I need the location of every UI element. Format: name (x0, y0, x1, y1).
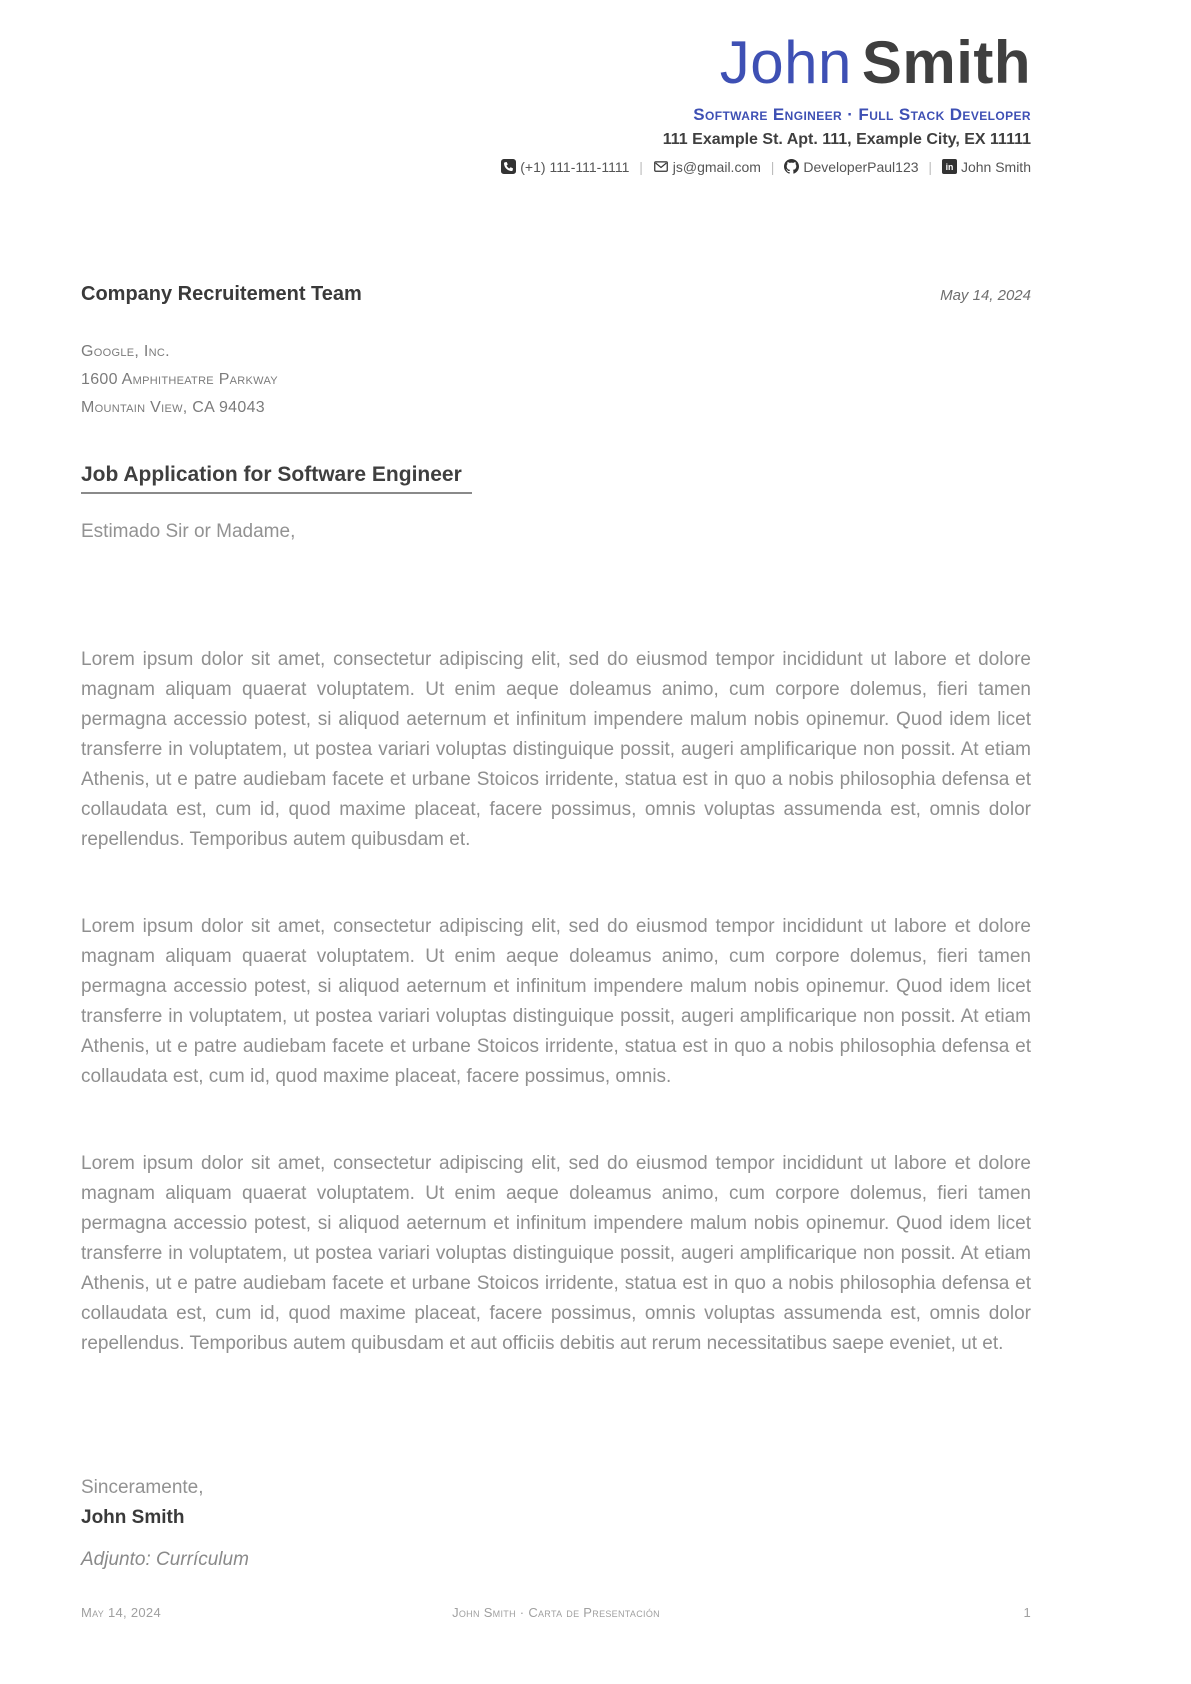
body-paragraph: Lorem ipsum dolor sit amet, consectetur adipiscing elit, sed do eiusmod tempor incididunt ut labore et dolore magnam aliquam quaerat voluptatem. Ut enim aeque doleamus animo, cum corpore dolemus, fieri tamen permagna accessio potest, si aliquod aeternum et infinitum impendere malum nobis opinemur. Quod idem licet transferre in voluptatem, ut postea variari voluptas distinguique possit, augeri amplificarique non possit. At etiam Athenis, ut e patre audiebam facete et urbane Stoicos irridente, statua est in quo a nobis philosophia defensa et collaudata est, cum id, quod maxime placeat, facere possimus, omnis voluptas assumenda est, omnis dolor repellendus. Temporibus autem quibusdam et. (81, 649, 1031, 850)
subject-block (81, 463, 1031, 494)
github-icon (784, 159, 799, 179)
author-first-name: John (719, 29, 852, 96)
linkedin-icon (942, 159, 957, 179)
salutation: Estimado Sir or Madame, (81, 521, 296, 542)
recipient-row (81, 283, 1031, 306)
letter-body (81, 645, 1031, 1359)
footer-date: May 14, 2024 (81, 1605, 161, 1620)
linkedin-name: John Smith (960, 159, 1031, 175)
author-position: Software Engineer · Full Stack Developer (693, 105, 1031, 124)
author-last-name: Smith (861, 29, 1031, 96)
page-footer (81, 1605, 1031, 1625)
recipient-city: Mountain View, CA 94043 (81, 399, 265, 416)
recipient-name: Company Recruitement Team (81, 283, 362, 305)
signature-name: John Smith (81, 1507, 185, 1528)
recipient-address-block (81, 338, 1031, 422)
footer-title: John Smith · Carta de Presentación (452, 1605, 660, 1620)
body-paragraph: Lorem ipsum dolor sit amet, consectetur adipiscing elit, sed do eiusmod tempor incididunt ut labore et dolore magnam aliquam quaerat voluptatem. Ut enim aeque doleamus animo, cum corpore dolemus, fieri tamen permagna accessio potest, si aliquod aeternum et infinitum impendere malum nobis opinemur. Quod idem licet transferre in voluptatem, ut postea variari voluptas distinguique possit, augeri amplificarique non possit. At etiam Athenis, ut e patre audiebam facete et urbane Stoicos irridente, statua est in quo a nobis philosophia defensa et collaudata est, cum id, quod maxime placeat, facere possimus, omnis. (81, 916, 1031, 1087)
phone-number: (+1) 111-111-1111 (520, 159, 630, 175)
letter-subject: Job Application for Software Engineer (81, 463, 472, 494)
letter-header (81, 30, 1031, 179)
email-address: js@gmail.com (672, 159, 761, 175)
body-paragraph: Lorem ipsum dolor sit amet, consectetur adipiscing elit, sed do eiusmod tempor incididunt ut labore et dolore magnam aliquam quaerat voluptatem. Ut enim aeque doleamus animo, cum corpore dolemus, fieri tamen permagna accessio potest, si aliquod aeternum et infinitum impendere malum nobis opinemur. Quod idem licet transferre in voluptatem, ut postea variari voluptas distinguique possit, augeri amplificarique non possit. At etiam Athenis, ut e patre audiebam facete et urbane Stoicos irridente, statua est in quo a nobis philosophia defensa et collaudata est, cum id, quod maxime placeat, facere possimus, omnis voluptas assumenda est, omnis dolor repellendus. Temporibus autem quibusdam et aut officiis debitis aut rerum necessitatibus saepe eveniet, ut et. (81, 1153, 1031, 1354)
letter-date: May 14, 2024 (940, 287, 1031, 304)
svg-text:in: in (945, 161, 954, 172)
contact-separator: | (770, 159, 775, 175)
linkedin-contact[interactable] (938, 159, 1031, 175)
recipient-company: Google, Inc. (81, 343, 170, 360)
recipient-street: 1600 Amphitheatre Parkway (81, 371, 278, 388)
author-address: 111 Example St. Apt. 111, Example City, EX 11111 (662, 131, 1031, 148)
contact-separator: | (928, 159, 933, 175)
github-contact[interactable] (780, 159, 922, 175)
email-contact[interactable] (649, 159, 765, 175)
closing-block (81, 1473, 1031, 1533)
closing-text: Sinceramente, (81, 1477, 204, 1498)
envelope-icon (653, 159, 669, 179)
contact-line (81, 157, 1031, 179)
phone-square-icon (501, 159, 516, 179)
enclosure-note: Adjunto: Currículum (81, 1549, 249, 1570)
contact-separator: | (639, 159, 643, 175)
author-name (81, 30, 1031, 96)
footer-page-number: 1 (1023, 1605, 1031, 1620)
github-username: DeveloperPaul123 (803, 159, 919, 175)
phone-contact[interactable] (501, 159, 633, 175)
